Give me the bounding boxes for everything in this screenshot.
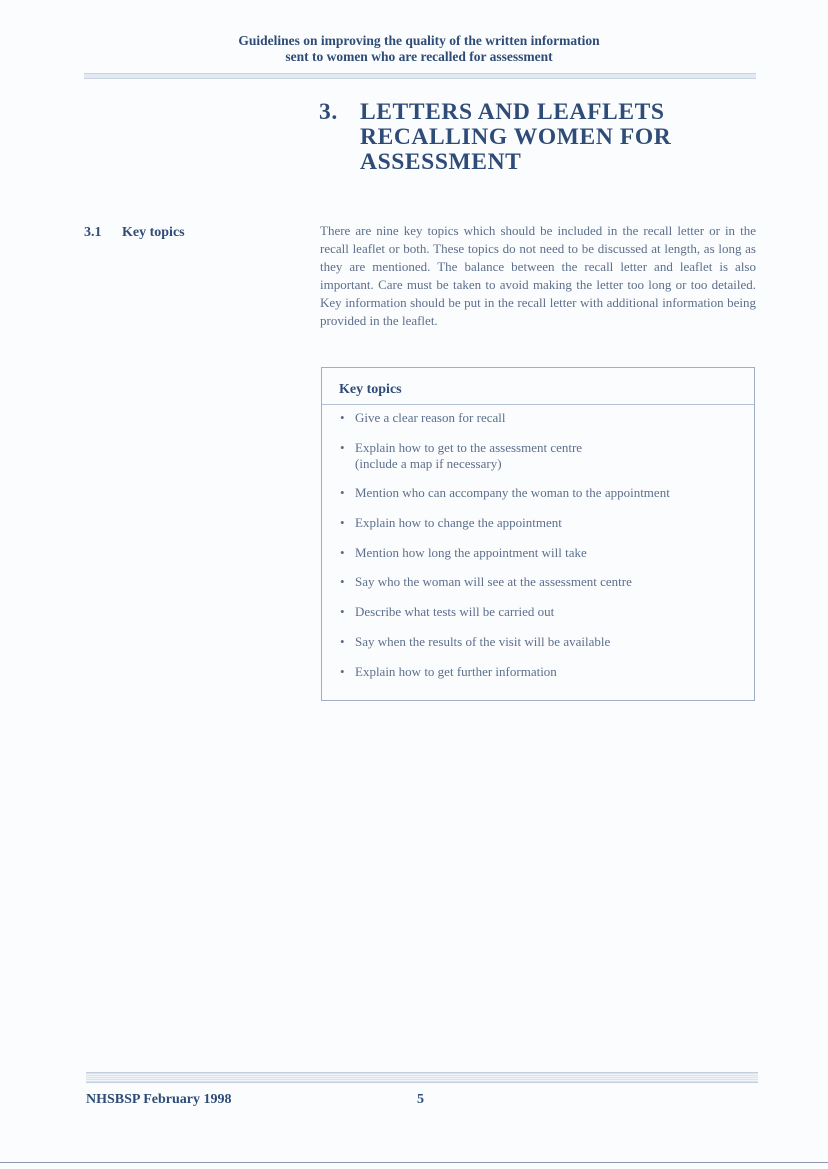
bullet-icon: • <box>340 544 345 560</box>
bullet-icon: • <box>340 633 345 649</box>
list-item-text: Give a clear reason for recall <box>355 410 506 425</box>
footer-rule <box>86 1072 758 1083</box>
key-topics-box-title: Key topics <box>339 382 402 397</box>
list-item <box>338 604 748 620</box>
list-item <box>338 664 748 680</box>
page-number: 5 <box>417 1092 424 1107</box>
chapter-title-line-2: RECALLING WOMEN FOR <box>360 124 672 150</box>
list-item-text: Mention how long the appointment will take <box>355 544 587 560</box>
bullet-icon: • <box>340 574 345 590</box>
section-number: 3.1 <box>84 225 102 240</box>
list-item-text: Say when the results of the visit will be available <box>355 633 611 649</box>
body-paragraph: There are nine key topics which should be included in the recall letter or in the recall leaflet or both. These topics do not need to be discussed at length, as long as they are mentioned. The balance between the recall letter and leaflet is also important. Care must be taken to avoid making the letter too long or too detailed. Key information should be put in the recall letter with additional information being provided in the leaflet. <box>320 223 756 328</box>
footer-publication: NHSBSP February 1998 <box>86 1092 232 1107</box>
bullet-icon: • <box>340 439 345 455</box>
list-item <box>338 634 748 650</box>
list-item <box>338 515 748 531</box>
list-item-text-continued: (include a map if necessary) <box>355 455 502 471</box>
running-header-line-1: Guidelines on improving the quality of the written information <box>238 33 600 48</box>
bullet-icon: • <box>340 515 345 531</box>
list-item-text: Explain how to get further information <box>355 663 557 679</box>
list-item <box>338 410 748 426</box>
list-item-text: Describe what tests will be carried out <box>355 604 555 620</box>
section-heading <box>84 224 185 241</box>
list-item-text: Explain how to change the appointment <box>355 515 562 531</box>
chapter-title <box>319 100 759 175</box>
list-item <box>338 545 748 561</box>
bullet-icon: • <box>340 410 345 425</box>
list-item-text: Say who the woman will see at the assessment centre <box>355 574 632 590</box>
chapter-title-line-3: ASSESSMENT <box>360 149 522 175</box>
running-header <box>0 33 828 65</box>
bullet-icon: • <box>340 663 345 679</box>
chapter-number: 3. <box>319 99 338 125</box>
section-title: Key topics <box>122 225 185 240</box>
list-item <box>338 485 748 501</box>
header-rule <box>84 73 756 79</box>
list-item <box>338 440 748 472</box>
bullet-icon: • <box>340 604 345 620</box>
list-item <box>338 574 748 590</box>
list-item-text: Mention who can accompany the woman to the appointment <box>355 485 670 501</box>
key-topics-box <box>321 367 755 701</box>
key-topics-list <box>338 410 748 693</box>
bullet-icon: • <box>340 485 345 501</box>
running-header-line-2: sent to women who are recalled for assessment <box>285 49 553 64</box>
list-item-text: Explain how to get to the assessment centre <box>355 439 583 455</box>
chapter-title-line-1: LETTERS AND LEAFLETS <box>360 99 665 125</box>
page-edge-line <box>0 1162 828 1163</box>
key-topics-box-divider <box>322 404 754 405</box>
